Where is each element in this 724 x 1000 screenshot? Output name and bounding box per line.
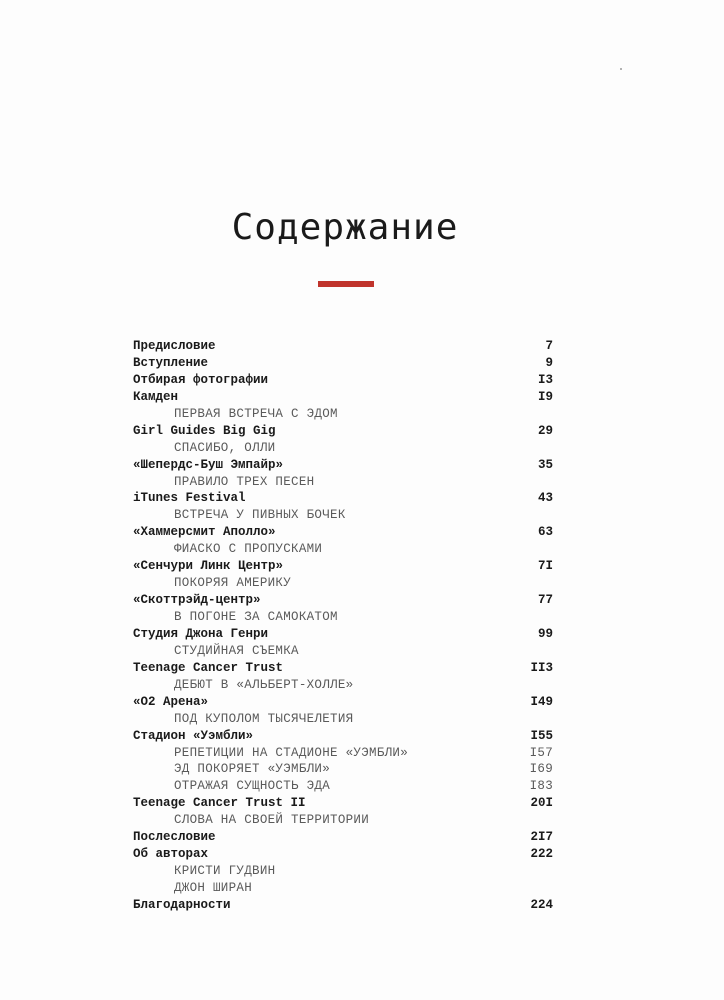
- toc-entry: [133, 457, 553, 474]
- toc-page-number: 2I7: [530, 830, 553, 845]
- toc-entry-label: Камден: [133, 389, 179, 404]
- toc-entry-label: ОТРАЖАЯ СУЩНОСТЬ ЭДА: [174, 779, 331, 794]
- toc-page-number: 7I: [537, 559, 553, 574]
- toc-entry-label: Girl Guides Big Gig: [133, 423, 276, 438]
- toc-page-number: 20I: [530, 796, 553, 811]
- toc-entry-label: Teenage Cancer Trust: [133, 660, 284, 675]
- toc-subentry: [133, 541, 553, 558]
- toc-page-number: 35: [537, 457, 553, 472]
- toc-entry-label: Стадион «Уэмбли»: [133, 728, 254, 743]
- toc-page-number: I3: [537, 372, 553, 387]
- toc-subentry: [133, 863, 553, 880]
- toc-entry-label: «Хаммерсмит Аполло»: [133, 525, 276, 540]
- toc-entry: [133, 728, 553, 745]
- toc-entry: [133, 795, 553, 812]
- toc-entry-label: ДЕБЮТ В «АЛЬБЕРТ-ХОЛЛЕ»: [174, 677, 354, 692]
- toc-entry-label: iTunes Festival: [133, 491, 246, 506]
- toc-subentry: [133, 575, 553, 592]
- toc-entry-label: СТУДИЙНАЯ СЪЕМКА: [174, 643, 299, 658]
- toc-entry-label: Teenage Cancer Trust II: [133, 796, 306, 811]
- toc-subentry: [133, 778, 553, 795]
- toc-entry: [133, 592, 553, 609]
- toc-entry-label: «Скоттрэйд-центр»: [133, 593, 261, 608]
- toc-entry-label: ПОД КУПОЛОМ ТЫСЯЧЕЛЕТИЯ: [174, 711, 354, 726]
- toc-entry: [133, 338, 553, 355]
- toc-entry: [133, 372, 553, 389]
- toc-subentry: [133, 880, 553, 897]
- toc-entry: [133, 490, 553, 507]
- toc-subentry: [133, 761, 553, 778]
- toc-entry-label: «Сенчури Линк Центр»: [133, 559, 284, 574]
- toc-subentry: [133, 507, 553, 524]
- toc-entry-label: Вступление: [133, 355, 209, 370]
- toc-entry-label: Предисловие: [133, 339, 216, 353]
- page-title: Содержание: [231, 207, 459, 248]
- toc-entry-label: В ПОГОНЕ ЗА САМОКАТОМ: [174, 610, 338, 624]
- toc-subentry: [133, 677, 553, 694]
- toc-entry-label: СЛОВА НА СВОЕЙ ТЕРРИТОРИИ: [174, 813, 370, 828]
- toc-page-number: 9: [545, 355, 553, 370]
- paper-speck: [620, 68, 622, 70]
- title-accent-bar: [318, 281, 374, 287]
- toc-page-number: 63: [537, 525, 553, 540]
- table-of-contents: [133, 338, 553, 914]
- toc-entry-label: Об авторах: [133, 847, 209, 862]
- toc-entry: [133, 558, 553, 575]
- toc-entry-label: ПЕРВАЯ ВСТРЕЧА С ЭДОМ: [174, 406, 338, 421]
- toc-page-number: I55: [530, 728, 553, 743]
- toc-page-number: II3: [530, 660, 553, 675]
- toc-subentry: [133, 745, 553, 762]
- toc-subentry: [133, 474, 553, 491]
- toc-entry-label: ФИАСКО С ПРОПУСКАМИ: [174, 542, 323, 557]
- toc-subentry: [133, 609, 553, 626]
- toc-entry-label: КРИСТИ ГУДВИН: [174, 864, 276, 879]
- toc-entry-label: Отбирая фотографии: [133, 372, 269, 387]
- toc-entry: [133, 846, 553, 863]
- toc-page-number: I83: [529, 779, 553, 794]
- toc-entry-label: Благодарности: [133, 897, 231, 912]
- toc-entry-label: ПРАВИЛО ТРЕХ ПЕСЕН: [174, 474, 315, 489]
- toc-entry-label: Послесловие: [133, 830, 216, 845]
- toc-entry-label: «Шепердс-Буш Эмпайр»: [133, 457, 284, 472]
- toc-page-number: 7: [545, 339, 553, 353]
- toc-page-number: 43: [537, 491, 553, 506]
- toc-entry: [133, 524, 553, 541]
- toc-page-number: I69: [529, 762, 553, 777]
- toc-entry-label: ДЖОН ШИРАН: [174, 881, 253, 895]
- toc-entry: [133, 355, 553, 372]
- toc-entry-label: ВСТРЕЧА У ПИВНЫХ БОЧЕК: [174, 508, 346, 523]
- toc-entry: [133, 389, 553, 406]
- toc-entry: [133, 423, 553, 440]
- toc-entry: [133, 626, 553, 643]
- toc-subentry: [133, 440, 553, 457]
- toc-entry: [133, 897, 553, 914]
- toc-entry: [133, 694, 553, 711]
- toc-page-number: I49: [530, 694, 553, 709]
- toc-subentry: [133, 711, 553, 728]
- toc-entry: [133, 660, 553, 677]
- toc-page-number: 99: [537, 626, 553, 641]
- toc-page-number: I57: [529, 745, 553, 760]
- toc-page-number: 77: [537, 593, 553, 608]
- toc-entry-label: ЭД ПОКОРЯЕТ «УЭМБЛИ»: [174, 762, 331, 777]
- toc-entry-label: ПОКОРЯЯ АМЕРИКУ: [174, 576, 292, 591]
- toc-entry-label: СПАСИБО, ОЛЛИ: [174, 440, 276, 455]
- toc-page-number: 29: [537, 423, 553, 438]
- toc-subentry: [133, 406, 553, 423]
- toc-page-number: 222: [530, 847, 553, 862]
- toc-subentry: [133, 643, 553, 660]
- toc-entry-label: Студия Джона Генри: [133, 626, 269, 641]
- toc-entry-label: РЕПЕТИЦИИ НА СТАДИОНЕ «УЭМБЛИ»: [174, 745, 409, 760]
- toc-entry: [133, 829, 553, 846]
- toc-page-number: I9: [537, 389, 553, 404]
- toc-entry-label: «О2 Арена»: [133, 694, 209, 709]
- toc-subentry: [133, 812, 553, 829]
- toc-page-number: 224: [530, 897, 553, 912]
